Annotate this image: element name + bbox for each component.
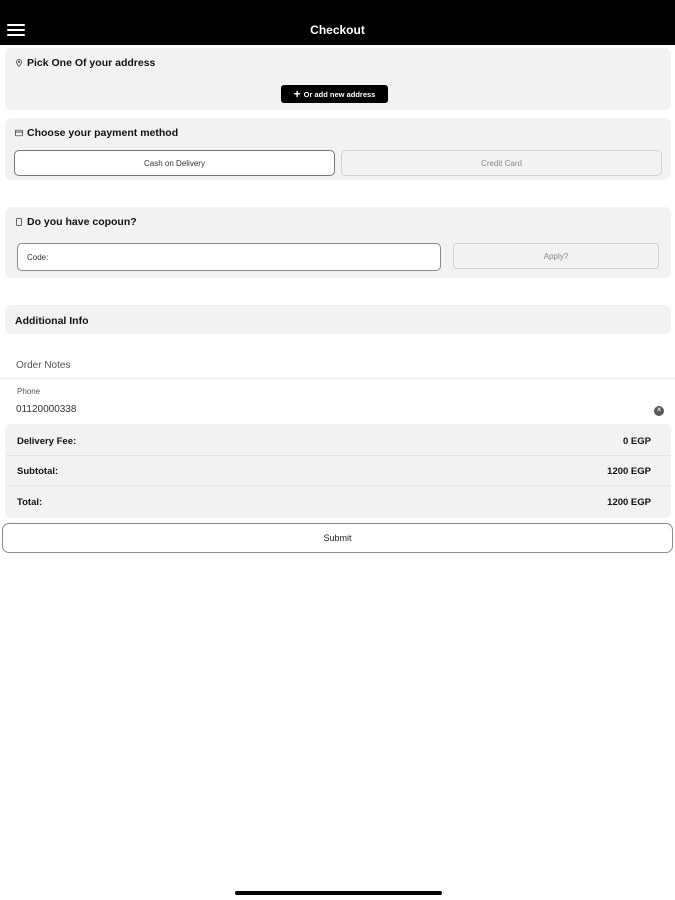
summary-row-delivery-fee xyxy=(5,426,671,456)
total-label: Total: xyxy=(17,497,43,508)
payment-section xyxy=(5,118,671,180)
delivery-fee-value: 0 EGP xyxy=(623,436,651,447)
total-value: 1200 EGP xyxy=(607,497,651,508)
order-notes-input[interactable] xyxy=(16,360,656,371)
address-section-title xyxy=(15,57,155,69)
subtotal-label: Subtotal: xyxy=(17,466,59,477)
credit-card-icon xyxy=(15,129,23,137)
status-bar xyxy=(0,0,675,16)
order-summary xyxy=(5,424,671,518)
order-notes-field xyxy=(0,355,675,379)
payment-section-title xyxy=(15,127,178,139)
page-title: Checkout xyxy=(310,23,365,37)
add-new-address-button[interactable] xyxy=(281,85,388,103)
coupon-title-text: Do you have copoun? xyxy=(27,216,137,228)
payment-title-text: Choose your payment method xyxy=(27,127,179,139)
subtotal-value: 1200 EGP xyxy=(607,466,651,477)
coupon-code-input[interactable] xyxy=(17,243,441,271)
address-title-text: Pick One Of your address xyxy=(27,57,156,69)
home-indicator xyxy=(235,891,442,895)
additional-info-section xyxy=(5,305,671,334)
summary-row-total xyxy=(5,487,671,517)
summary-row-subtotal xyxy=(5,456,671,486)
submit-button[interactable]: Submit xyxy=(2,523,673,553)
phone-input[interactable] xyxy=(16,404,636,415)
delivery-fee-label: Delivery Fee: xyxy=(17,436,77,447)
address-section xyxy=(5,48,671,110)
credit-card-option[interactable]: Credit Card xyxy=(341,150,662,176)
plus-icon: + xyxy=(293,87,301,101)
add-address-label: Or add new address xyxy=(303,89,376,99)
phone-outline-icon xyxy=(15,218,23,226)
apply-coupon-button[interactable]: Apply? xyxy=(453,243,659,269)
phone-label: Phone xyxy=(17,387,41,396)
coupon-section-title xyxy=(15,216,137,228)
cash-on-delivery-option[interactable]: Cash on Delivery xyxy=(14,150,335,176)
nav-bar xyxy=(0,16,675,45)
coupon-section xyxy=(5,207,671,278)
status-dots xyxy=(327,6,347,9)
location-pin-icon xyxy=(15,59,23,67)
clear-phone-icon[interactable]: ✕ xyxy=(654,406,664,416)
additional-info-title: Additional Info xyxy=(15,315,89,327)
